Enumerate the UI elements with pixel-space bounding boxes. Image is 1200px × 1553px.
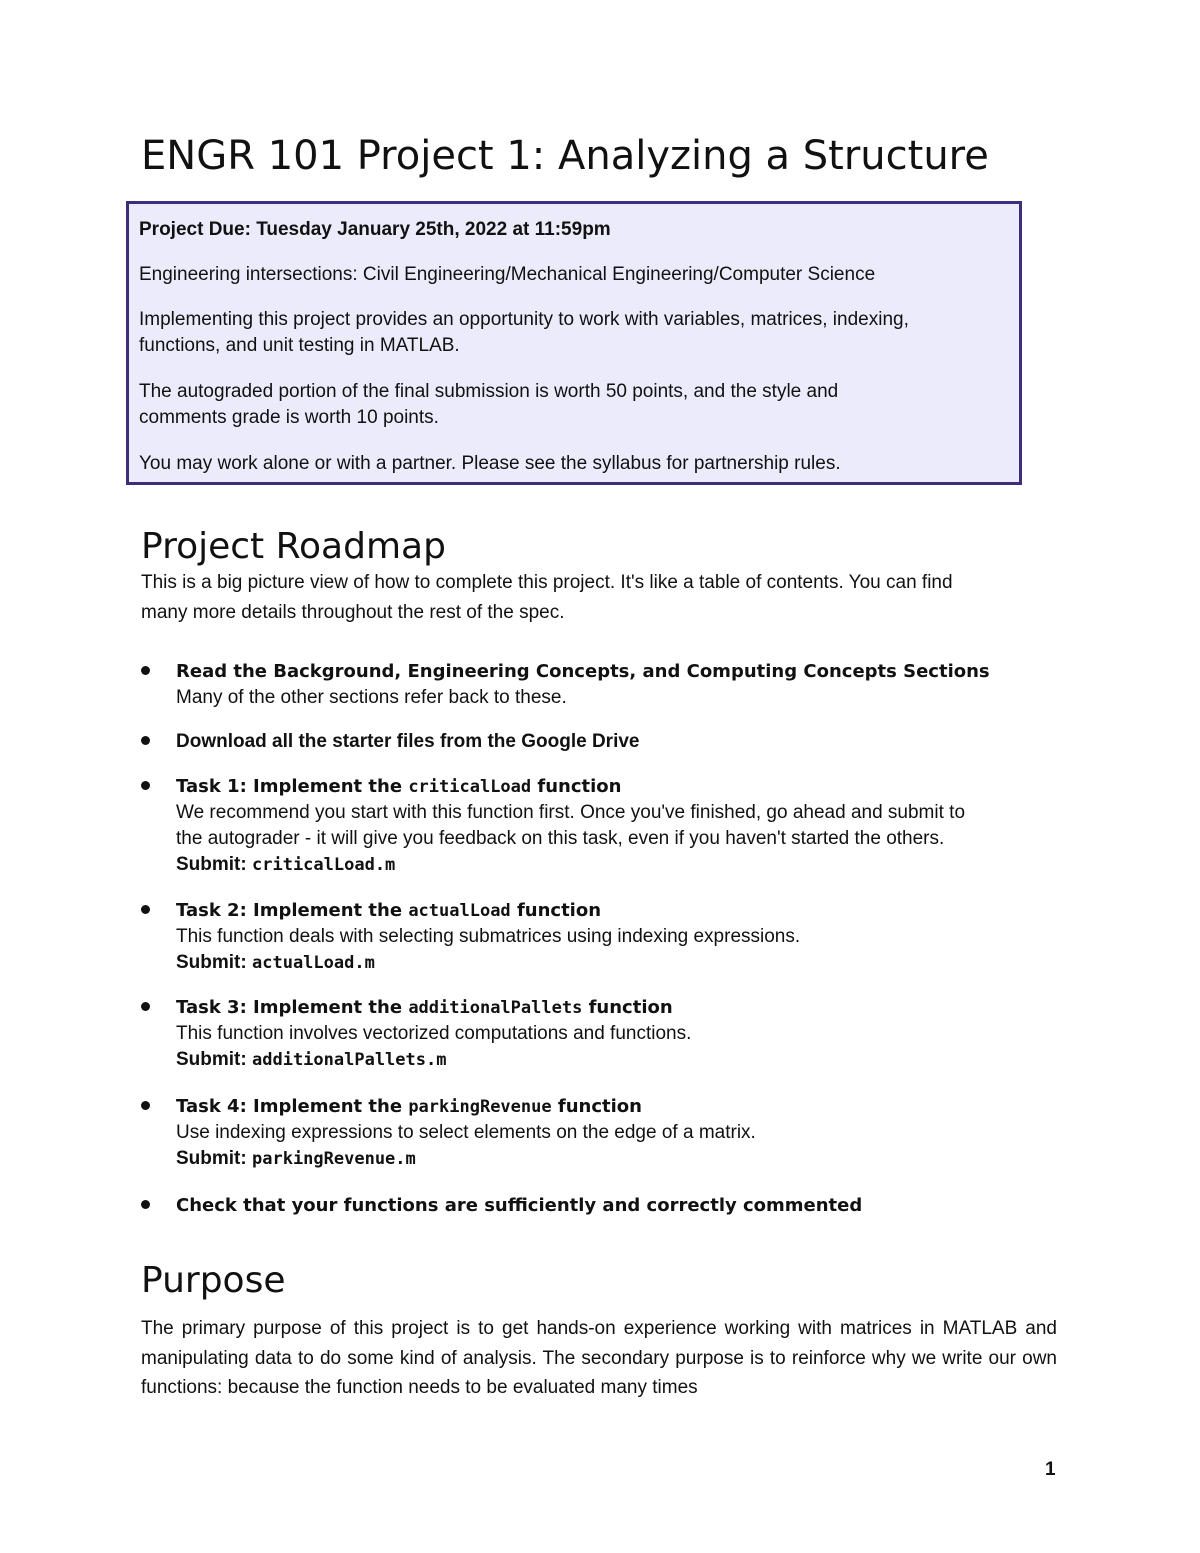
task-desc: This function involves vectorized computations and functions. xyxy=(176,1023,692,1044)
project-info-box xyxy=(126,201,1022,485)
document-title: ENGR 101 Project 1: Analyzing a Structure xyxy=(141,133,989,179)
bullet-icon xyxy=(141,1101,150,1110)
task-desc-line-1: We recommend you start with this function first. Once you've finished, go ahead and submit to xyxy=(176,802,966,823)
task-function-name: parkingRevenue xyxy=(408,1097,552,1117)
task-title-suffix: function xyxy=(531,776,622,797)
roadmap-intro-line-1: This is a big picture view of how to complete this project. It's like a table of contents. You can find xyxy=(141,572,953,593)
implementing-line-1: Implementing this project provides an opportunity to work with variables, matrices, indexing, xyxy=(139,309,909,330)
list-item-text xyxy=(176,774,1066,878)
list-item-text xyxy=(176,659,1066,711)
task-title-prefix: Task 3: Implement the xyxy=(176,997,409,1018)
list-item-text xyxy=(176,995,1066,1073)
implementing-text xyxy=(139,307,909,359)
submit-file: additionalPallets.m xyxy=(252,1050,447,1070)
task-desc: This function deals with selecting submatrices using indexing expressions. xyxy=(176,926,801,947)
list-item-text xyxy=(176,1094,1066,1172)
list-item-text xyxy=(176,1193,1066,1219)
submit-label: Submit: xyxy=(176,1049,252,1070)
bullet-icon xyxy=(141,781,150,790)
task-title-prefix: Task 4: Implement the xyxy=(176,1096,409,1117)
roadmap-heading: Project Roadmap xyxy=(141,526,446,567)
list-item-text xyxy=(176,729,1066,755)
bullet-icon xyxy=(141,666,150,675)
grading-text xyxy=(139,379,838,431)
submit-file: parkingRevenue.m xyxy=(252,1149,416,1169)
submit-file: criticalLoad.m xyxy=(252,855,396,875)
bullet-icon xyxy=(141,905,150,914)
task-title-prefix: Task 2: Implement the xyxy=(176,900,409,921)
due-date: Project Due: Tuesday January 25th, 2022 at 11:59pm xyxy=(139,219,611,240)
task-title-suffix: function xyxy=(510,900,602,921)
task-title-suffix: function xyxy=(582,997,673,1018)
roadmap-item-title: Read the Background, Engineering Concepts, and Computing Concepts Sections xyxy=(176,661,990,682)
roadmap-intro xyxy=(141,568,1061,628)
task-function-name: additionalPallets xyxy=(408,998,583,1018)
task-title-prefix: Task 1: Implement the xyxy=(176,776,409,797)
purpose-heading: Purpose xyxy=(141,1260,286,1301)
task-function-name: actualLoad xyxy=(408,901,511,921)
roadmap-item-desc: Many of the other sections refer back to these. xyxy=(176,687,567,708)
roadmap-item-title: Download all the starter files from the Google Drive xyxy=(176,731,640,752)
bullet-icon xyxy=(141,1002,150,1011)
task-title-suffix: function xyxy=(551,1096,642,1117)
submit-label: Submit: xyxy=(176,854,252,875)
partnership-text: You may work alone or with a partner. Please see the syllabus for partnership rules. xyxy=(139,453,841,474)
bullet-icon xyxy=(141,736,150,745)
bullet-icon xyxy=(141,1200,150,1209)
purpose-body: The primary purpose of this project is to get hands-on experience working with matrices in MATLAB and manipulating data to do some kind of analysis. The secondary purpose is to reinforce why we write our own functions: because the function needs to be evaluated many times xyxy=(141,1318,1057,1398)
implementing-line-2: functions, and unit testing in MATLAB. xyxy=(139,335,460,356)
roadmap-item-title: Check that your functions are sufficiently and correctly commented xyxy=(176,1195,863,1216)
submit-label: Submit: xyxy=(176,952,252,973)
submit-file: actualLoad.m xyxy=(252,953,375,973)
page-number: 1 xyxy=(1045,1459,1056,1480)
engineering-intersections: Engineering intersections: Civil Engineering/Mechanical Engineering/Computer Science xyxy=(139,264,876,285)
submit-label: Submit: xyxy=(176,1148,252,1169)
grading-line-1: The autograded portion of the final submission is worth 50 points, and the style and xyxy=(139,381,839,402)
task-function-name: criticalLoad xyxy=(408,777,532,797)
roadmap-intro-line-2: many more details throughout the rest of the spec. xyxy=(141,602,565,623)
task-desc-line-2: the autograder - it will give you feedback on this task, even if you haven't started the others. xyxy=(176,828,945,849)
grading-line-2: comments grade is worth 10 points. xyxy=(139,407,439,428)
list-item-text xyxy=(176,898,1066,976)
task-desc: Use indexing expressions to select elements on the edge of a matrix. xyxy=(176,1122,756,1143)
